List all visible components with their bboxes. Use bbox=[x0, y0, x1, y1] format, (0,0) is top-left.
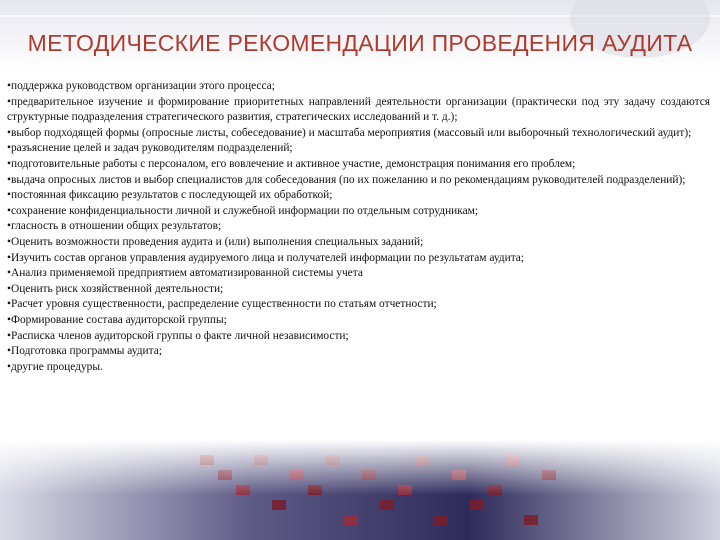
list-item: •выдача опросных листов и выбор специалистов для собеседования (по их пожеланию и по рекомендациям руководителей подразделений); bbox=[7, 173, 686, 186]
list-item: •постоянная фиксацию результатов с последующей их обработкой; bbox=[7, 189, 333, 202]
list-item: •Подготовка программы аудита; bbox=[7, 345, 162, 358]
list-item: •Оценить риск хозяйственной деятельности; bbox=[7, 282, 224, 295]
list-item: •Формирование состава аудиторской группы; bbox=[7, 313, 227, 326]
list-item: •подготовительные работы с персоналом, его вовлечение и активное участие, демонстрация понимания его проблем; bbox=[7, 157, 576, 170]
slide-title: МЕТОДИЧЕСКИЕ РЕКОМЕНДАЦИИ ПРОВЕДЕНИЯ АУДИТА bbox=[27, 30, 693, 56]
list-item: •разъяснение целей и задач руководителям подразделений; bbox=[7, 142, 293, 155]
list-item: •Анализ применяемой предприятием автоматизированной системы учета bbox=[7, 267, 363, 280]
list-item: •выбор подходящей формы (опросные листы, собеседование) и масштаба мероприятия (массовый или выборочный технологический аудит); bbox=[7, 126, 692, 139]
list-item: •Изучить состав органов управления аудируемого лица и получателей информации по результатам аудита; bbox=[7, 251, 525, 264]
list-item: •Расписка членов аудиторской группы о факте личной независимости; bbox=[7, 329, 349, 342]
bullet-list bbox=[7, 79, 710, 375]
list-item: •гласность в отношении общих результатов; bbox=[7, 220, 222, 233]
list-item: •Оценить возможности проведения аудита и (или) выполнения специальных заданий; bbox=[7, 235, 424, 248]
list-item: •Расчет уровня существенности, распределение существенности по статьям отчетности; bbox=[7, 298, 437, 311]
list-item: •сохранение конфиденциальности личной и служебной информации по отдельным сотрудникам; bbox=[7, 204, 479, 217]
list-item: •поддержка руководством организации этого процесса; bbox=[7, 80, 275, 92]
list-item: •предварительное изучение и формирование приоритетных направлений деятельности организации (практически под эту задачу создаются структурные подразделения стратегического развития, стратегических исследований и т. д.); bbox=[7, 95, 710, 124]
list-item: •другие процедуры. bbox=[7, 360, 103, 373]
